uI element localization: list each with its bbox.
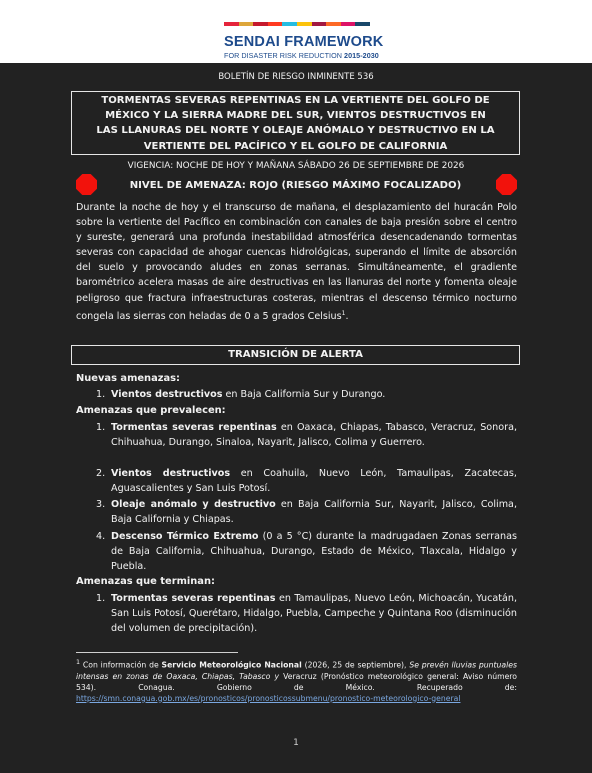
- page-header: [0, 0, 592, 63]
- list-number: 2.: [96, 468, 106, 479]
- list-number: 3.: [96, 499, 106, 510]
- list-item: [96, 387, 517, 402]
- logo-color-bar: [224, 22, 370, 26]
- logo-subtitle-text: FOR DISASTER RISK REDUCTION: [224, 51, 345, 60]
- threat-detail: en Oaxaca, Chiapas, Tabasco, Veracruz, Sonora, Chihuahua, Durango, Sinaloa, Nayarit, Jalisco, Colima y Guerrero.: [111, 422, 517, 449]
- logo-bar-segment: [312, 22, 327, 26]
- threat-name: Tormentas severas repentinas: [111, 593, 276, 604]
- list-item: [96, 591, 517, 636]
- summary-end: .: [345, 310, 349, 322]
- logo-bar-segment: [341, 22, 356, 26]
- footnote-text: Con información de: [80, 660, 162, 670]
- threat-detail: en Coahuila, Nuevo León, Tamaulipas, Zacatecas, Aguascalientes y San Luis Potosí.: [111, 468, 517, 495]
- logo-bar-segment: [282, 22, 297, 26]
- title-line-4: VERTIENTE DEL PACÍFICO Y EL GOLFO DE CALIFORNIA: [143, 140, 448, 152]
- footnote: [76, 657, 517, 704]
- logo-bar-segment: [326, 22, 341, 26]
- list-item: [96, 529, 517, 574]
- footnote-date: (2026, 25 de septiembre),: [301, 660, 410, 670]
- title-line-1: TORMENTAS SEVERAS REPENTINAS EN LA VERTIENTE DEL GOLFO DE: [101, 95, 490, 106]
- logo-subtitle-years: 2015-2030: [344, 51, 379, 60]
- threat-detail: en Baja California Sur y Durango.: [222, 389, 386, 400]
- footnote-marker: 1: [76, 658, 81, 666]
- list-item: [96, 497, 517, 527]
- list-number: 1.: [96, 389, 106, 400]
- list-number: 1.: [96, 593, 106, 604]
- footnote-link[interactable]: https://smn.conagua.gob.mx/es/pronosticos/pronosticossubmenu/pronostico-meteorologico-general: [76, 693, 461, 703]
- logo-bar-segment: [224, 22, 239, 26]
- alert-transition-heading: TRANSICIÓN DE ALERTA: [71, 345, 520, 365]
- list-number: 4.: [96, 531, 106, 542]
- threat-name: Tormentas severas repentinas: [111, 422, 277, 433]
- title-line-3: LAS LLANURAS DEL NORTE Y OLEAJE ANÓMALO Y DESTRUCTIVO EN LA: [96, 125, 495, 137]
- footnote-org: Servicio Meteorológico Nacional: [161, 660, 302, 670]
- logo-bar-segment: [268, 22, 283, 26]
- summary-paragraph: [76, 200, 517, 324]
- footnote-divider: [76, 652, 238, 653]
- new-threats-heading: Nuevas amenazas:: [76, 373, 180, 384]
- logo-subtitle: [224, 51, 379, 60]
- footnote-title: Se prevén lluvias puntuales intensas en zonas de Oaxaca, Chiapas, Tabasco y: [76, 660, 517, 681]
- title-line-2: MÉXICO Y LA SIERRA MADRE DEL SUR, VIENTOS DESTRUCTIVOS EN: [105, 110, 486, 122]
- validity-line: VIGENCIA: NOCHE DE HOY Y MAÑANA SÁBADO 26 DE SEPTIEMBRE DE 2026: [127, 161, 465, 171]
- summary-text: Durante la noche de hoy y el transcurso de mañana, el desplazamiento del huracán Polo sobre la vertiente del Pacífico en combinación con canales de baja presión sobre el centro y sureste, generará una profunda inestabilidad atmosférica desencadenando tormentas severas con capacidad de ahogar cuencas hidrológicas, superando el límite de absorción del suelo y provocando aludes en zonas serranas. Simultáneamente, el gradiente barométrico acelera masas de aire destructivas en las llanuras del norte y fomenta oleaje peligroso que fractura infraestructuras costeras, mientras el descenso térmico nocturno congela las sierras con heladas de 0 a 5 grados Celsius: [76, 202, 517, 322]
- threat-detail: (0 a 5 °C) durante la madrugadaen Zonas serranas de Baja California, Chihuahua, Durango, Estado de México, Tlaxcala, Hidalgo y Puebla.: [111, 531, 517, 573]
- logo-bar-segment: [239, 22, 254, 26]
- ending-threats-heading: Amenazas que terminan:: [76, 576, 215, 587]
- list-number: 1.: [96, 422, 106, 433]
- bulletin-number: BOLETÍN DE RIESGO INMINENTE 536: [218, 72, 374, 82]
- threat-name: Vientos destructivos: [111, 468, 231, 479]
- sendai-framework-logo: [224, 22, 384, 60]
- threat-name: Vientos destructivos: [111, 389, 223, 400]
- list-item: [96, 466, 517, 496]
- threat-detail: en Tamaulipas, Nuevo León, Michoacán, Yucatán, San Luis Potosí, Querétaro, Hidalgo, Puebla, Campeche y Quintana Roo (disminución del volumen de precipitación).: [111, 593, 517, 635]
- logo-bar-segment: [297, 22, 312, 26]
- logo-bar-segment: [355, 22, 370, 26]
- prevailing-threats-heading: Amenazas que prevalecen:: [76, 405, 226, 416]
- threat-name: Descenso Térmico Extremo: [111, 531, 259, 542]
- threat-name: Oleaje anómalo y destructivo: [111, 499, 276, 510]
- logo-title: SENDAI FRAMEWORK: [224, 34, 384, 50]
- page-number: 1: [293, 738, 299, 748]
- list-item: [96, 420, 517, 450]
- threat-detail: en Baja California Sur, Nayarit, Jalisco, Colima, Baja California y Chiapas.: [111, 499, 517, 526]
- threat-level: NIVEL DE AMENAZA: ROJO (RIESGO MÁXIMO FOCALIZADO): [129, 180, 462, 191]
- footnote-ref[interactable]: 1: [341, 309, 346, 317]
- alert-title-box: [71, 91, 520, 155]
- logo-bar-segment: [253, 22, 268, 26]
- footnote-text: Veracruz (Pronóstico meteorológico general: Aviso número 534). Conagua. Gobierno de México. Recuperado de:: [76, 671, 517, 692]
- threat-level-row: [71, 172, 520, 198]
